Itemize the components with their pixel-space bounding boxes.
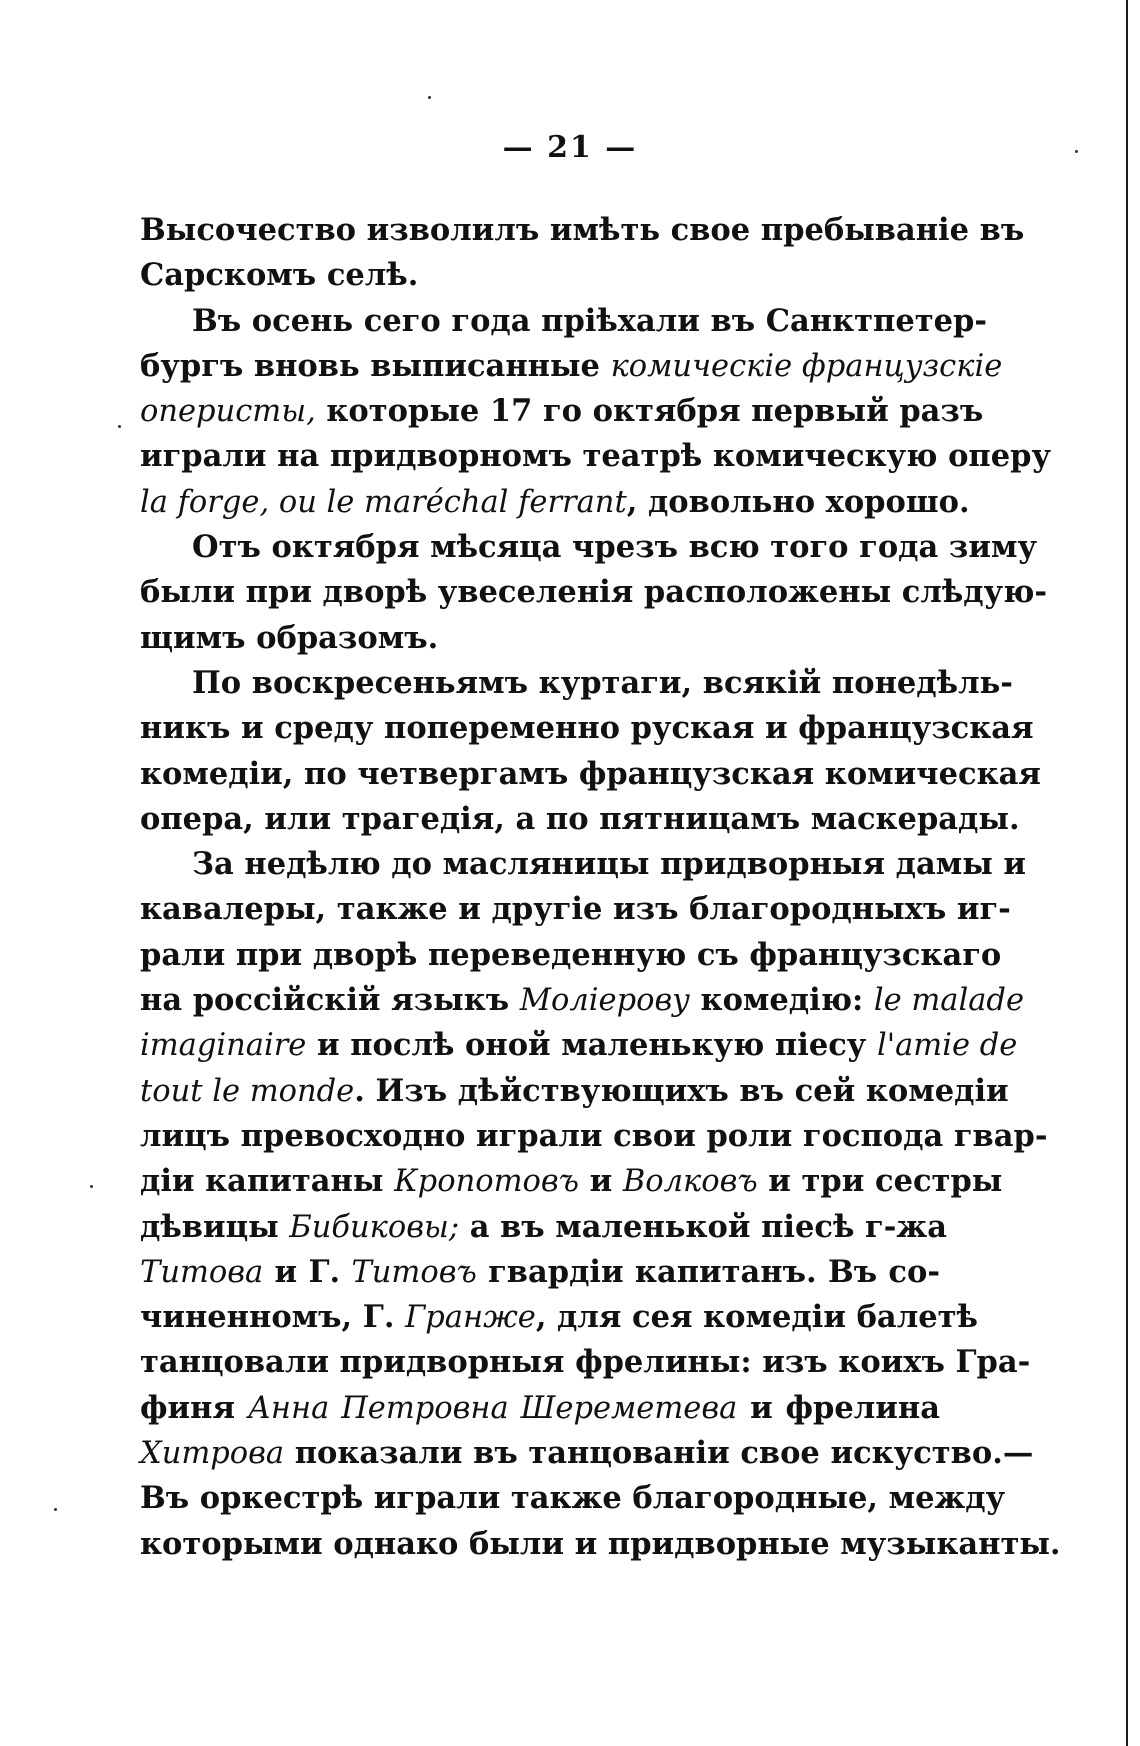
italic-text: оперисты,: [140, 394, 316, 430]
italic-text: Моліерову: [519, 983, 690, 1019]
scan-speck: [428, 96, 431, 99]
text-line: [140, 299, 988, 344]
text-run: . Изъ дѣйствующихъ въ сей комедіи: [354, 1072, 1009, 1109]
body-text: [140, 208, 1061, 1567]
text-run: комедію:: [689, 982, 874, 1019]
text-line: [140, 1386, 940, 1431]
text-run: которыми однако были и придворные музыканты.: [140, 1525, 1061, 1562]
text-run: играли на придворномъ театрѣ комическую оперу: [140, 438, 1051, 475]
text-run: щимъ образомъ.: [140, 619, 439, 656]
text-line: [140, 1522, 1061, 1567]
text-run: По воскресеньямъ куртаги, всякій понедѣль-: [192, 664, 1013, 701]
text-run: бургъ вновь выписанные: [140, 347, 611, 384]
italic-text: Волковъ: [622, 1164, 758, 1200]
text-line: [140, 253, 940, 298]
text-line: [140, 1250, 940, 1295]
text-run: которые 17 го октября первый разъ: [315, 393, 984, 430]
text-line: [140, 842, 1027, 887]
text-run: финя: [140, 1389, 248, 1426]
text-run: Въ осень сего года пріѣхали въ Санктпетер-: [192, 302, 988, 339]
text-line: [140, 1295, 978, 1340]
italic-text: imaginaire: [140, 1028, 307, 1064]
text-run: и три сестры: [757, 1163, 1003, 1200]
text-run: , для сея комедіи балетѣ: [535, 1299, 978, 1336]
text-run: Отъ октября мѣсяца чрезъ всю того года зиму: [192, 529, 1037, 566]
text-line: [140, 887, 1011, 932]
italic-text: Бибиковы;: [289, 1209, 460, 1245]
italic-text: Титовъ: [351, 1254, 477, 1290]
text-run: а въ маленькой піесѣ г-жа: [459, 1208, 947, 1245]
text-line: [140, 434, 1051, 479]
italic-text: Кропотовъ: [394, 1164, 579, 1200]
text-run: рали при дворѣ переведенную съ французскаго: [140, 936, 1002, 973]
text-line: [140, 1069, 1009, 1114]
text-run: танцовали придворныя фрелины: изъ коихъ Гра-: [140, 1344, 1031, 1381]
italic-text: Гранже: [405, 1300, 536, 1336]
italic-text: Хитрова: [140, 1436, 285, 1472]
text-line: [140, 389, 984, 434]
text-line: [140, 616, 940, 661]
text-run: и фрелина: [737, 1389, 941, 1426]
scan-speck: [118, 425, 121, 428]
text-line: [140, 752, 1041, 797]
text-run: чиненномъ, Г.: [140, 1299, 406, 1336]
italic-text: le malade: [873, 983, 1024, 1019]
scan-speck: [54, 1508, 57, 1511]
italic-text: l'amie de: [876, 1028, 1018, 1064]
text-line: [140, 1023, 1018, 1068]
text-line: [140, 706, 1034, 751]
text-line: [140, 978, 1024, 1023]
text-run: никъ и среду попеременно руская и французская: [140, 710, 1034, 747]
italic-text: Анна Петровна Шереметева: [247, 1390, 738, 1426]
text-line: [140, 933, 1002, 978]
italic-text: Титова: [140, 1254, 264, 1290]
text-run: и Г.: [263, 1253, 352, 1290]
scan-speck: [90, 1185, 93, 1188]
text-line: [140, 570, 1048, 615]
text-run: кавалеры, также и другіе изъ благородныхъ иг-: [140, 891, 1011, 928]
text-run: Высочество изволилъ имѣть свое пребываніе въ: [140, 212, 1025, 248]
text-line: [140, 525, 1037, 570]
text-line: [140, 344, 1003, 389]
text-run: показали въ танцованіи свое искуство.—: [284, 1435, 1034, 1472]
italic-text: la forge, ou le maréchal ferrant: [140, 484, 627, 520]
italic-text: tout le monde: [140, 1073, 355, 1109]
text-run: діи капитаны: [140, 1163, 395, 1200]
text-run: опера, или трагедія, а по пятницамъ маскерады.: [140, 800, 1020, 837]
scan-edge-line: [1126, 0, 1128, 1746]
text-run: дѣвицы: [140, 1208, 290, 1245]
italic-text: комическіе французскіе: [610, 348, 1003, 384]
text-line: [140, 1431, 1034, 1476]
text-line: [140, 1114, 1048, 1159]
text-line: [140, 1205, 947, 1250]
text-line: [140, 661, 1013, 706]
page-number-header: — 21 —: [502, 130, 638, 165]
text-run: Въ оркестрѣ играли также благородные, между: [140, 1480, 1006, 1517]
text-run: лицъ превосходно играли свои роли господа гвар-: [140, 1117, 1048, 1154]
text-line: [140, 1340, 1031, 1385]
text-run: на россійскій языкъ: [140, 982, 520, 1019]
text-run: были при дворѣ увеселенія расположены слѣдую-: [140, 574, 1048, 611]
text-run: и послѣ оной маленькую піесу: [306, 1027, 877, 1064]
text-run: За недѣлю до масляницы придворныя дамы и: [192, 846, 1027, 883]
text-line: [140, 480, 970, 525]
text-run: , довольно хорошо.: [626, 483, 970, 520]
text-line: [140, 797, 1020, 842]
text-line: [140, 208, 1025, 253]
text-run: гвардіи капитанъ. Въ со-: [476, 1253, 941, 1290]
text-run: и: [578, 1163, 623, 1200]
text-line: [140, 1476, 1006, 1521]
text-line: [140, 1159, 1003, 1204]
text-run: Сарскомъ селѣ.: [140, 257, 419, 294]
text-run: комедіи, по четвергамъ французская комическая: [140, 755, 1041, 792]
